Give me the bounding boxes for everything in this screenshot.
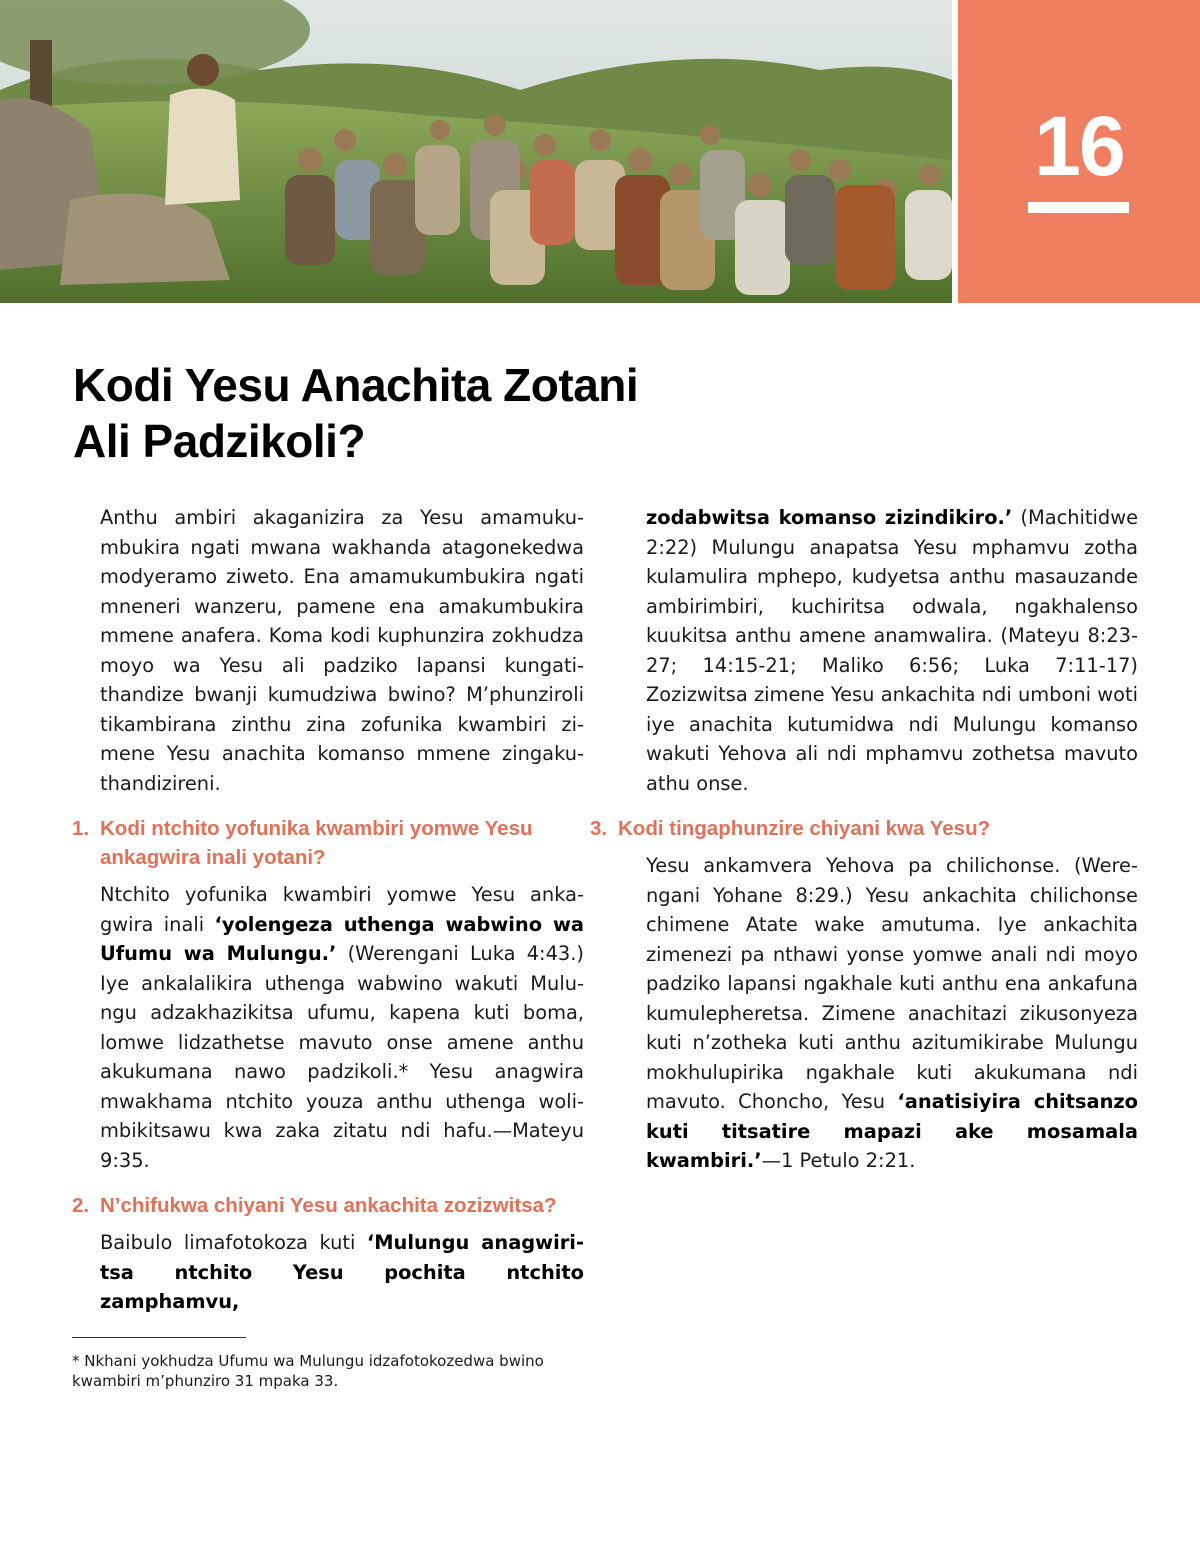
intro-paragraph: Anthu ambiri akaganizira za Yesu amamukumbukira ngati mwana wakhanda atagonekedwa modyeramo ziweto. Ena amamukumbukira ngati mneneri wanzeru, pamene ena amakumbukira mmene anafera. Koma kodi kuphunzira zokhudza moyo wa Yesu ali padziko lapansi kungatithandize bwanji kumudziwa bwino? M’phunziroli tikambirana zinthu zina zofunika kwambiri zimene Yesu anachita komanso mmene zingakuthandizireni.	[100, 506, 584, 795]
hero-image	[0, 0, 952, 303]
section-3-question: Kodi tingaphunzire chiyani kwa Yesu?	[618, 817, 991, 840]
section-2-question: N’chifukwa chiyani Yesu ankachita zozizwitsa?	[100, 1194, 557, 1217]
section-1-number: 1.	[72, 817, 90, 840]
section-1-paragraph	[72, 880, 584, 1175]
section-3-quote: ‘anatisiyira chitsanzo kuti titsatire mapazi ake mosamala kwambiri.’	[646, 1090, 1138, 1172]
section-2-text-continued: (Machitidwe 2:22) Mulungu anapatsa Yesu mphamvu zotha kulamulira mphepo, kudyetsa anthu masauzande ambirimbiri, kuchiritsa odwala, ngakhalenso kuukitsa anthu amene anamwalira. (Mateyu 8:23-27; 14:15-21; Maliko 6:56; Luka 7:11-17) Zozizwitsa zimene Yesu ankachita ndi umboni woti iye anachita kutumidwa ndi Mulungu komanso wakuti Yehova ali ndi mphamvu zothetsa mavuto athu onse.	[646, 506, 1138, 795]
page-title-line-2: Ali Padzikoli?	[73, 415, 366, 467]
section-2-number: 2.	[72, 1194, 90, 1217]
section-3-paragraph	[618, 851, 1138, 1176]
section-2-quote-continued: zodabwitsa komanso zizindikiro.’	[646, 506, 1013, 529]
section-2-heading	[72, 1191, 584, 1220]
lesson-number-box	[958, 0, 1200, 303]
page-title-line-1: Kodi Yesu Anachita Zotani	[73, 359, 639, 411]
section-2-quote: ‘Mulungu anagwiritsa ntchito Yesu pochita ntchito zamphamvu,	[100, 1231, 584, 1313]
page-title	[73, 357, 873, 469]
column-right	[590, 503, 1138, 1176]
section-3-number: 3.	[590, 817, 608, 840]
footnote-divider	[72, 1337, 246, 1338]
section-1-text: Ntchito yofunika kwambiri yomwe Yesu ankagwira inali	[100, 883, 584, 936]
section-2-text: Baibulo limafotokoza kuti	[100, 1231, 367, 1254]
section-1-text: (Werengani Luka 4:43.) Iye ankalalikira uthenga wabwino wakuti Mulungu adzakhazikitsa ufumu, kapena kuti boma, lomwe lidzathetse mavuto onse amene anthu akukumana nawo padzikoli.* Yesu anagwira mwakhama ntchito youza anthu uthenga wolimbikitsawu kwa zaka zitatu ndi hafu.—Mateyu 9:35.	[100, 942, 584, 1172]
section-2-paragraph-continued	[618, 503, 1138, 798]
section-1-question: Kodi ntchito yofunika kwambiri yomwe Yesu ankagwira inali yotani?	[100, 817, 533, 869]
lesson-number: 16	[1034, 99, 1124, 193]
section-2-paragraph	[72, 1228, 584, 1317]
section-3-text: Yesu ankamvera Yehova pa chilichonse. (Werengani Yohane 8:29.) Yesu ankachita chilichonse chimene Atate wake amutuma. Iye ankachita zimenezi pa nthawi yonse yomwe anali ndi moyo padziko lapansi ngakhale kuti anthu ena ankafuna kumulepheretsa. Zimene anachitazi zikusonyeza kuti n’zotheka kuti anthu azitumikirabe Mulungu mokhulupirika ngakhale kuti akukumana ndi mavuto. Choncho, Yesu	[646, 854, 1138, 1113]
column-left	[72, 503, 584, 1317]
section-1-quote: ‘yolengeza uthenga wabwino wa Ufumu wa Mulungu.’	[100, 912, 584, 965]
section-3-reference: —1 Petulo 2:21.	[761, 1149, 916, 1172]
section-1-heading	[72, 814, 584, 872]
footnote: * Nkhani yokhudza Ufumu wa Mulungu idzafotokozedwa bwino kwambiri m’phunziro 31 mpaka 33.	[72, 1352, 544, 1390]
hero-illustration	[0, 0, 952, 303]
section-3-heading	[590, 814, 1138, 843]
lesson-number-underline	[1028, 202, 1129, 213]
